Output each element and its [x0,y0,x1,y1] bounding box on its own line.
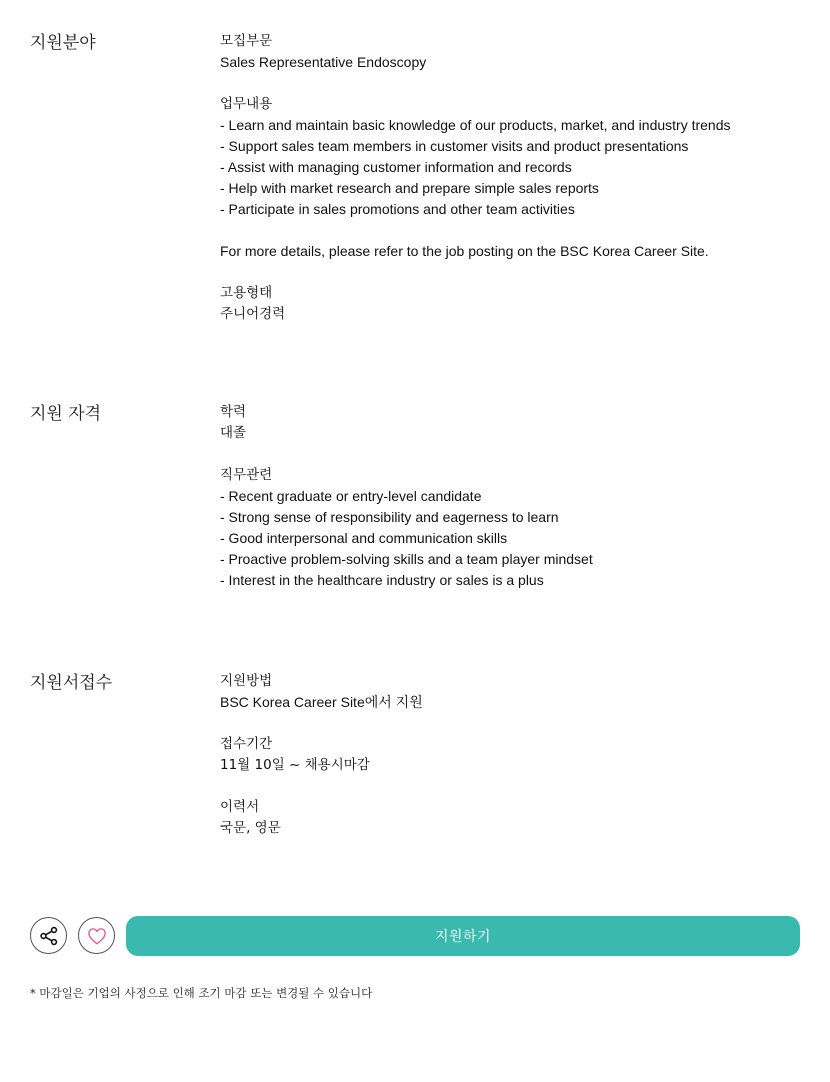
block-line: - Learn and maintain basic knowledge of our products, market, and industry trends [220,117,731,133]
section-title: 지원 자격 [30,404,102,424]
info-block-recruitment-category [220,31,800,73]
block-title: 고용형태 [220,285,273,301]
block-title: 업무내용 [220,96,273,112]
block-line: - Interest in the healthcare industry or sales is a plus [220,572,544,588]
section-body [220,402,800,612]
info-block-application-method [220,671,800,713]
share-button[interactable] [30,917,67,954]
block-title: 모집부문 [220,33,273,49]
block-title: 직무관련 [220,467,273,483]
info-block-more-details [220,241,800,262]
heart-icon [87,927,107,945]
block-line: - Support sales team members in customer visits and product presentations [220,138,689,154]
block-line: 주니어경력 [220,306,286,322]
info-block-education [220,402,800,444]
info-block-job-duties [220,94,800,220]
block-line: 대졸 [220,425,247,441]
block-line: Sales Representative Endoscopy [220,54,427,70]
info-block-application-period [220,734,800,776]
section-title: 지원분야 [30,33,96,53]
block-line: - Proactive problem-solving skills and a team player mindset [220,551,593,567]
block-title: 학력 [220,404,247,420]
section-body [220,31,800,346]
section-body [220,671,800,860]
block-title: 지원방법 [220,673,273,689]
apply-button[interactable]: 지원하기 [126,916,800,956]
action-bar [30,916,800,956]
block-title: 접수기간 [220,736,273,752]
info-block-resume [220,797,800,839]
deadline-notice: * 마감일은 기업의 사정으로 인해 조기 마감 또는 변경될 수 있습니다 [30,986,373,1000]
block-line: - Recent graduate or entry-level candidate [220,488,482,504]
block-line: - Assist with managing customer information and records [220,159,572,175]
share-icon [39,926,59,946]
block-line: BSC Korea Career Site에서 지원 [220,694,423,710]
block-title: 이력서 [220,799,260,815]
block-line: For more details, please refer to the job posting on the BSC Korea Career Site. [220,243,709,259]
block-line: - Help with market research and prepare simple sales reports [220,180,599,196]
info-block-job-requirements [220,465,800,591]
block-line: - Strong sense of responsibility and eagerness to learn [220,509,559,525]
like-button[interactable] [78,917,115,954]
block-line: 국문, 영문 [220,820,281,836]
block-line: - Good interpersonal and communication skills [220,530,508,546]
block-line: - Participate in sales promotions and other team activities [220,201,575,217]
info-block-employment-type [220,283,800,325]
block-line: 11월 10일 ~ 채용시마감 [220,757,370,773]
section-title: 지원서접수 [30,673,113,693]
